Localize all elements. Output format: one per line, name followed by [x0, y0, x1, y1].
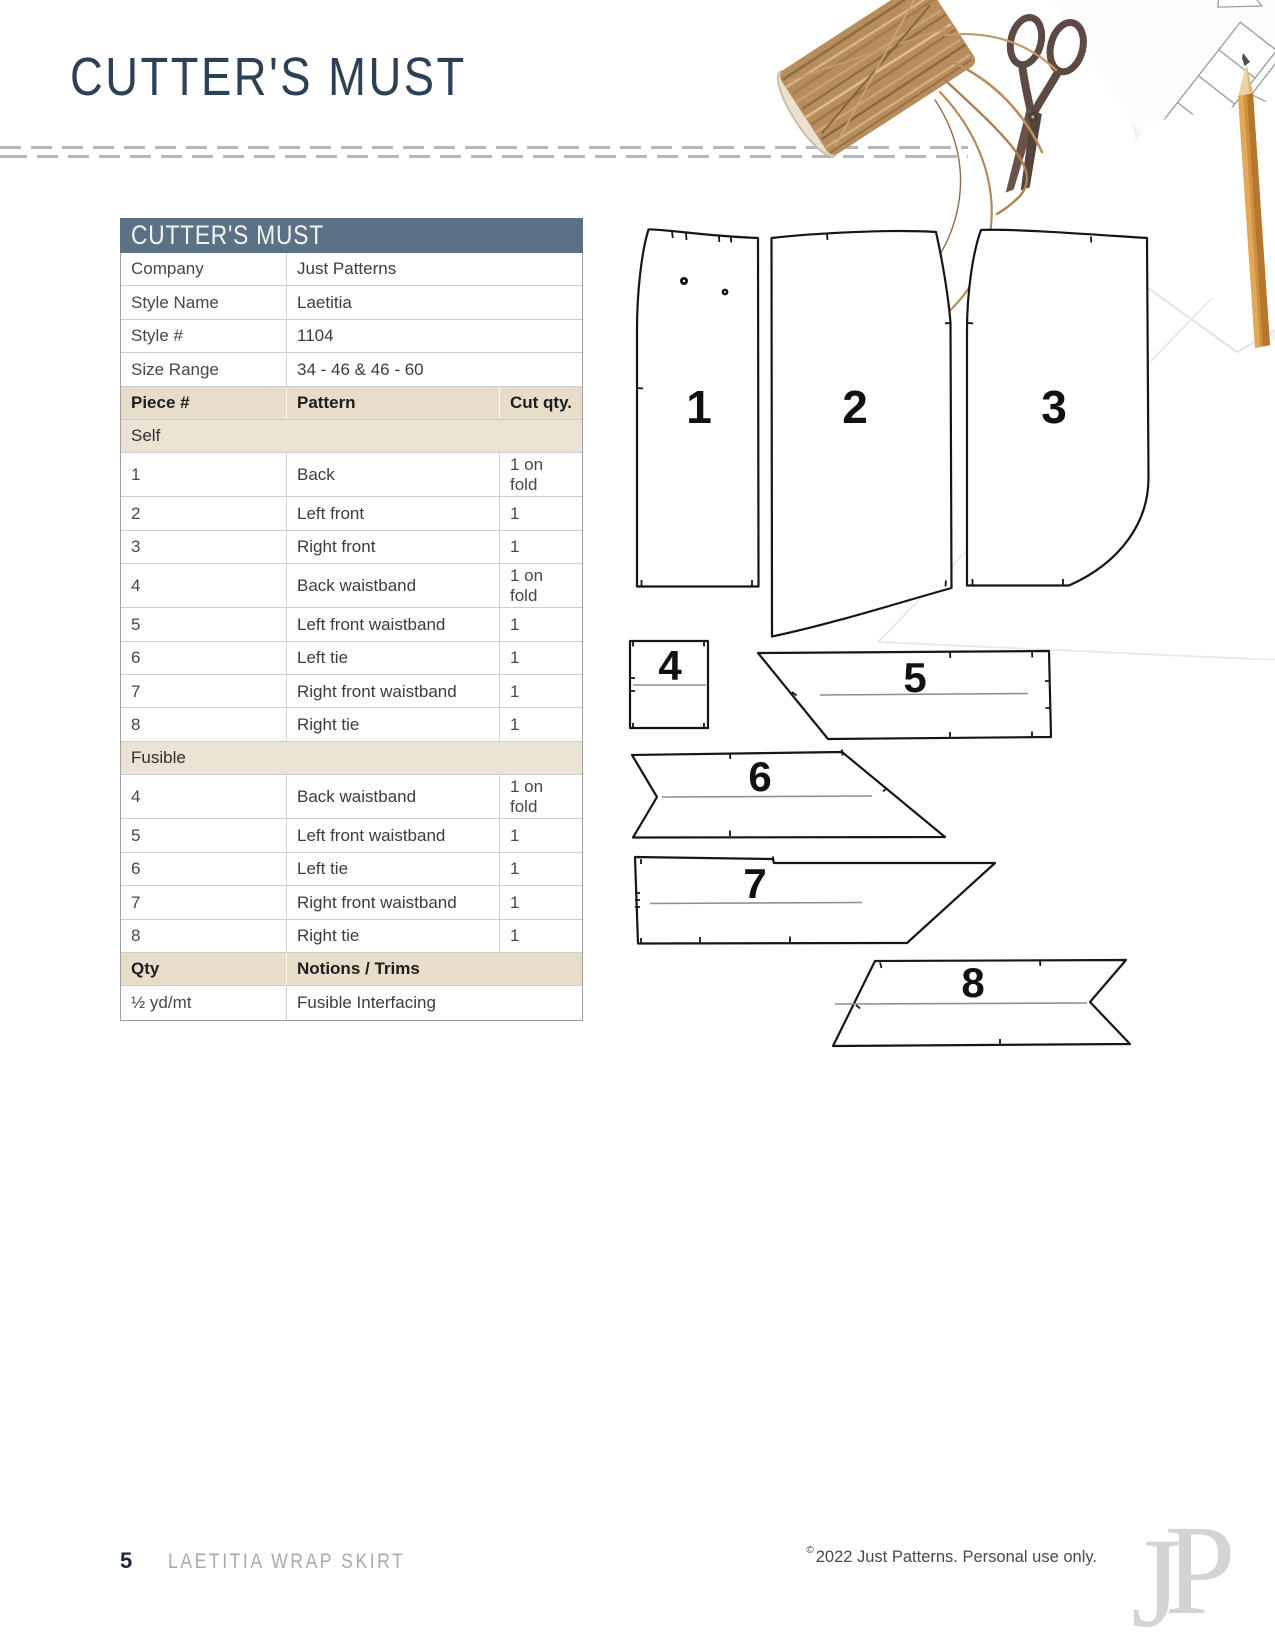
table-cell: Left tie — [286, 853, 499, 885]
table-cell: 1 — [499, 886, 582, 918]
table-row — [121, 642, 582, 675]
table-cell: Left front waistband — [286, 608, 499, 640]
table-cell: 1 — [499, 497, 582, 529]
table-cell: Size Range — [131, 359, 219, 379]
table-cell: 1 — [499, 642, 582, 674]
cutters-must-table — [120, 218, 583, 1021]
table-row — [121, 320, 582, 353]
table-cell: 8 — [131, 714, 141, 734]
table-cell: 6 — [131, 859, 141, 879]
table-row — [121, 353, 582, 386]
table-cell: 5 — [131, 825, 141, 845]
table-cell: Just Patterns — [286, 253, 582, 285]
table-cell: Back — [286, 453, 499, 496]
table-cell: Company — [131, 259, 204, 279]
table-cell: Fusible Interfacing — [286, 986, 582, 1019]
table-cell: 1 — [499, 675, 582, 707]
table-cell: Piece # — [131, 392, 190, 412]
table-row — [121, 953, 582, 986]
table-body — [120, 253, 583, 1021]
table-row — [121, 420, 582, 453]
table-cell: ½ yd/mt — [131, 993, 192, 1013]
table-cell: 34 - 46 & 46 - 60 — [286, 353, 582, 385]
table-row — [121, 742, 582, 775]
table-row — [121, 286, 582, 319]
piece-2-left-front — [772, 231, 952, 636]
table-title-bar: CUTTER'S MUST — [120, 218, 583, 253]
table-cell: Pattern — [286, 387, 499, 419]
page-title: CUTTER'S MUST — [70, 47, 467, 107]
table-cell: 1 — [499, 531, 582, 563]
table-cell: Fusible — [131, 748, 186, 768]
table-cell: Right tie — [286, 920, 499, 952]
table-cell: 1 — [499, 608, 582, 640]
table-cell: 1 — [499, 920, 582, 952]
piece-7-right-front-waistband — [635, 857, 995, 944]
piece-label-3: 3 — [1041, 381, 1067, 433]
table-cell: Right tie — [286, 708, 499, 740]
copyright-notice: © 2022 Just Patterns. Personal use only. — [806, 1545, 1097, 1566]
table-cell: 1 on fold — [499, 453, 582, 496]
table-cell: 1 — [499, 708, 582, 740]
piece-label-4: 4 — [658, 642, 682, 689]
table-row — [121, 675, 582, 708]
table-cell: 8 — [131, 925, 141, 945]
table-cell: Right front waistband — [286, 886, 499, 918]
table-row — [121, 986, 582, 1019]
table-cell: Left front waistband — [286, 819, 499, 851]
table-cell: 6 — [131, 648, 141, 668]
table-row — [121, 608, 582, 641]
table-cell: Self — [131, 426, 161, 446]
table-row — [121, 453, 582, 497]
table-row — [121, 531, 582, 564]
table-row — [121, 775, 582, 819]
table-cell: 1 — [499, 853, 582, 885]
table-cell: Cut qty. — [499, 387, 582, 419]
table-cell: Style # — [131, 326, 183, 346]
table-cell: Qty — [131, 959, 160, 979]
table-cell: 3 — [131, 537, 141, 557]
table-cell: 1 — [499, 819, 582, 851]
copyright-icon: © — [806, 1545, 814, 1556]
table-cell: 5 — [131, 614, 141, 634]
table-row — [121, 853, 582, 886]
piece-label-8: 8 — [961, 959, 985, 1006]
table-cell: Notions / Trims — [286, 953, 582, 985]
table-row — [121, 564, 582, 608]
scissors-icon — [975, 9, 1089, 202]
table-cell: Right front — [286, 531, 499, 563]
table-cell: Back waistband — [286, 564, 499, 607]
table-row — [121, 708, 582, 741]
table-row — [121, 920, 582, 953]
table-cell: 7 — [131, 681, 141, 701]
table-cell: Left tie — [286, 642, 499, 674]
table-cell: Style Name — [131, 292, 219, 312]
table-cell: 1 — [131, 465, 141, 485]
table-cell: 1 on fold — [499, 775, 582, 818]
piece-label-5: 5 — [903, 654, 927, 701]
page-number: 5 — [120, 1548, 133, 1573]
piece-label-6: 6 — [748, 753, 772, 800]
piece-label-2: 2 — [842, 381, 868, 433]
table-cell: 4 — [131, 575, 141, 595]
table-cell: 1 on fold — [499, 564, 582, 607]
table-cell: 1104 — [286, 320, 582, 352]
table-cell: 4 — [131, 787, 141, 807]
table-row — [121, 253, 582, 286]
footer — [120, 1548, 451, 1574]
table-cell: 2 — [131, 503, 141, 523]
table-row — [121, 387, 582, 420]
table-row — [121, 819, 582, 852]
table-cell: 7 — [131, 892, 141, 912]
jp-brand-logo: JP — [1131, 1499, 1219, 1650]
table-row — [121, 886, 582, 919]
table-cell: Right front waistband — [286, 675, 499, 707]
pattern-pieces-diagram — [595, 200, 1165, 1060]
table-cell: Back waistband — [286, 775, 499, 818]
piece-label-7: 7 — [743, 860, 767, 907]
table-row — [121, 497, 582, 530]
table-cell: Laetitia — [286, 286, 582, 318]
footer-doc-title: LAETITIA WRAP SKIRT — [168, 1550, 406, 1573]
piece-6-left-tie — [632, 752, 945, 838]
piece-label-1: 1 — [686, 381, 712, 433]
table-cell: Left front — [286, 497, 499, 529]
